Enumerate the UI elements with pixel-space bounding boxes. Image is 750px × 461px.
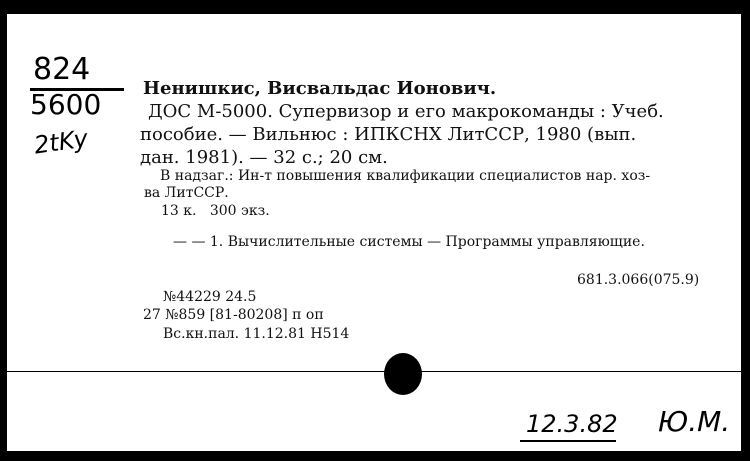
punch-hole bbox=[384, 353, 422, 395]
scan-edge-bottom bbox=[0, 451, 750, 461]
date-underline bbox=[520, 440, 616, 442]
call-number-top: 824 bbox=[33, 52, 91, 87]
handwritten-date: 12.3.82 bbox=[526, 410, 618, 438]
note-line-1: В надзаг.: Ин-т повышения квалификации специалистов нар. хоз- bbox=[160, 168, 651, 184]
udc-classification: 681.3.066(075.9) bbox=[577, 272, 700, 288]
call-number-bottom: 5600 bbox=[30, 88, 102, 121]
title-line-3: дан. 1981). — 32 с.; 20 см. bbox=[140, 147, 388, 168]
scan-edge-top bbox=[0, 0, 750, 14]
price-and-copies: 13 к. 300 экз. bbox=[161, 203, 270, 219]
title-line-1: ДОС М-5000. Супервизор и его макрокоманды : Учеб. bbox=[148, 101, 664, 122]
scan-edge-left bbox=[0, 0, 7, 461]
tracking-line-2: 27 №859 [81-80208] п оп bbox=[143, 307, 324, 323]
scan-edge-right bbox=[741, 0, 750, 461]
handwritten-mark: 2tKy bbox=[32, 124, 90, 160]
title-line-2: пособие. — Вильнюс : ИПКСНХ ЛитССР, 1980 (вып. bbox=[140, 124, 637, 145]
bottom-rule-line bbox=[7, 371, 741, 372]
subject-heading: — — 1. Вычислительные системы — Программы управляющие. bbox=[173, 234, 645, 250]
tracking-line-3: Вс.кн.пал. 11.12.81 Н514 bbox=[163, 326, 350, 342]
tracking-line-1: №44229 24.5 bbox=[163, 289, 257, 305]
author-heading: Ненишкис, Висвальдас Ионович. bbox=[143, 78, 497, 99]
handwritten-initials: Ю.М. bbox=[658, 405, 731, 438]
note-line-2: ва ЛитССР. bbox=[144, 185, 229, 201]
